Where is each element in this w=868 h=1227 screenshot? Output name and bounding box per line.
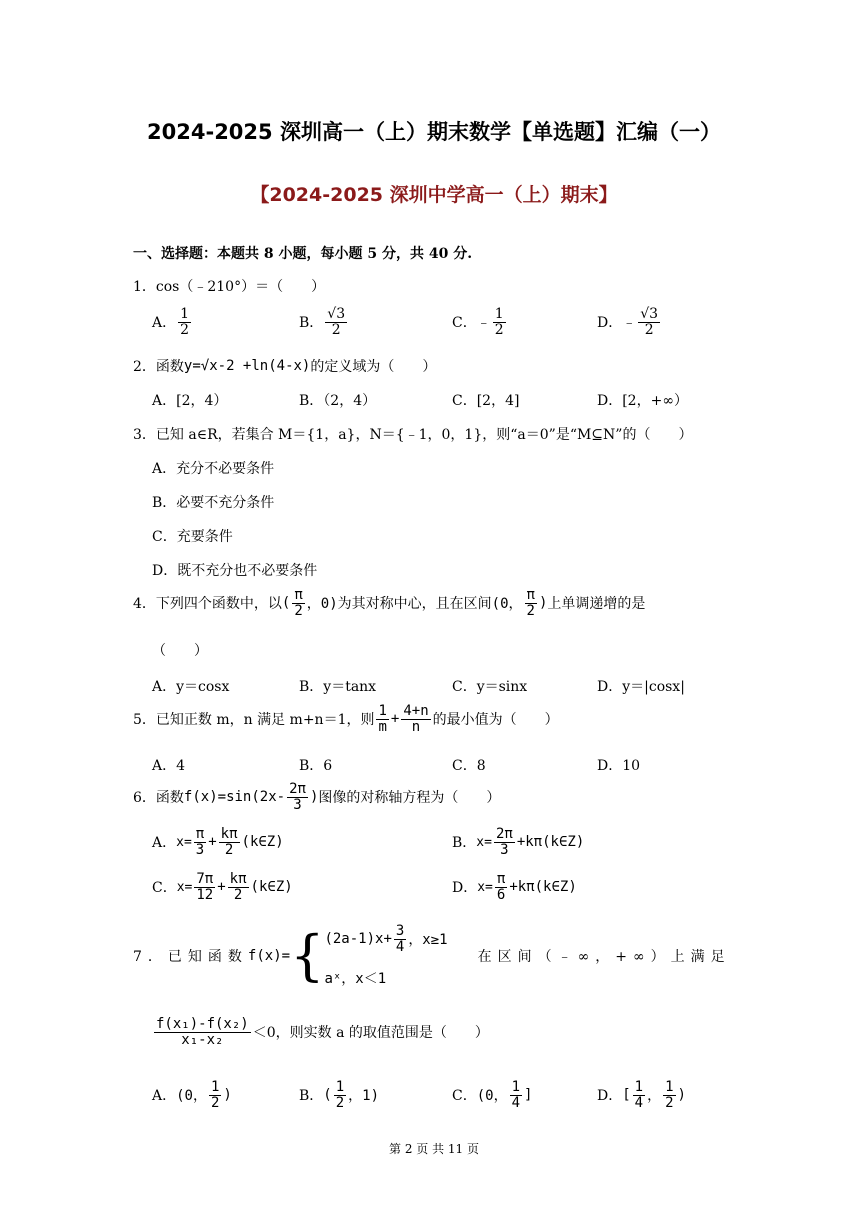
question-4-option-b: B．y＝tanx: [299, 679, 377, 695]
fraction: [510, 1080, 522, 1110]
piecewise-cases: [324, 924, 447, 988]
option-label: D．: [597, 1088, 623, 1105]
fraction: [194, 872, 215, 902]
stem-text: 7．已知函数: [133, 949, 248, 966]
question-6-option-b: [452, 827, 584, 857]
case-1: [324, 924, 447, 954]
question-1-option-c: [452, 307, 508, 337]
fraction: [376, 704, 388, 734]
numerator: 1: [494, 306, 504, 322]
denominator: 3: [500, 841, 509, 858]
fraction: [525, 588, 537, 618]
fraction: [638, 307, 660, 337]
option-label: C．﹣: [452, 315, 491, 332]
question-2-option-d: D．[2，+∞）: [597, 393, 688, 409]
question-2-stem: [133, 356, 436, 376]
stem-text: 在区间（﹣∞，+∞）上满足: [477, 949, 731, 966]
paren: (0，: [176, 1088, 207, 1105]
question-4-option-c: C．y＝sinx: [452, 679, 528, 695]
fraction: [325, 307, 347, 337]
numerator: 1: [511, 1079, 521, 1095]
plus-sign: +: [217, 879, 226, 896]
question-2-option-a: A．[2，4）: [152, 393, 228, 409]
denominator: m: [378, 718, 387, 735]
question-6-option-d: [452, 872, 577, 902]
question-3-stem: 3．已知 a∈R，若集合 M＝{1，a}，N＝{﹣1，0，1}，则“a＝0”是“M⊆N”的（ ）: [133, 427, 693, 443]
question-1-option-d: [597, 307, 662, 337]
question-2-option-b: B．（2，4）: [299, 393, 377, 409]
stem-text: 的定义域为（ ）: [310, 359, 437, 375]
fraction: [219, 827, 240, 857]
option-label: C．: [152, 880, 177, 897]
paren: (0，: [476, 1088, 508, 1105]
question-5-stem: [133, 704, 559, 734]
fraction: [394, 924, 406, 954]
denominator: 2: [331, 321, 341, 338]
denominator: 3: [195, 841, 205, 858]
denominator: 2: [210, 1094, 220, 1111]
denominator: n: [411, 718, 421, 735]
question-1-stem: 1．cos（﹣210°）＝（ ）: [133, 279, 326, 295]
denominator: 6: [496, 886, 506, 903]
question-4-paren: （ ）: [152, 643, 208, 659]
denominator: 2: [335, 1094, 345, 1111]
numerator: 1: [180, 306, 190, 322]
option-label: A．: [152, 315, 177, 332]
question-3-option-a: A．充分不必要条件: [152, 461, 275, 477]
question-7-condition: [152, 1017, 489, 1047]
denominator: x₁-x₂: [181, 1031, 224, 1048]
brace-icon: {: [290, 924, 325, 988]
question-6-option-a: [152, 827, 284, 857]
stem-text: 5．已知正数 m，n 满足 m+n＝1，则: [133, 712, 375, 729]
paren: ): [677, 1087, 686, 1104]
option-label: D．﹣: [597, 315, 637, 332]
denominator: 12: [196, 886, 214, 903]
question-6-stem: [133, 782, 500, 812]
formula: +kπ(k∈Z): [509, 879, 577, 896]
fraction: [493, 307, 506, 337]
question-7-option-c: [452, 1080, 532, 1110]
question-1-option-b: [299, 307, 349, 337]
paren: ，0): [306, 596, 338, 613]
fraction: [494, 827, 515, 857]
denominator: 2: [644, 321, 654, 338]
question-2-option-c: C．[2，4]: [452, 393, 520, 409]
option-label: A．: [152, 1088, 177, 1105]
fraction: [334, 1080, 346, 1110]
formula: x=: [476, 834, 492, 850]
paren: ]: [524, 1087, 533, 1104]
option-label: B．: [299, 1088, 324, 1105]
denominator: 2: [180, 321, 190, 338]
question-7-option-b: [299, 1080, 379, 1110]
formula: x=: [176, 879, 193, 895]
stem-text: 图像的对称轴方程为（ ）: [318, 790, 501, 807]
paren: ): [309, 789, 319, 806]
stem-text: 的最小值为（ ）: [432, 712, 559, 729]
denominator: 2: [233, 886, 243, 903]
case-2: aˣ，x＜1: [324, 971, 387, 988]
separator: ，: [647, 1088, 662, 1105]
question-3-option-b: B．必要不充分条件: [152, 495, 275, 511]
numerator: 1: [378, 703, 387, 719]
fraction: [194, 827, 206, 857]
option-label: A．: [152, 835, 177, 852]
stem-text: 6．函数: [133, 790, 184, 807]
question-5-option-b: B．6: [299, 758, 333, 774]
fraction: [401, 704, 430, 734]
fraction: [154, 1017, 251, 1047]
section-heading: 一、选择题：本题共 8 小题，每小题 5 分，共 40 分.: [133, 246, 473, 262]
numerator: 1: [665, 1079, 674, 1095]
plus-sign: +: [390, 711, 400, 728]
option-label: B．: [452, 835, 477, 852]
stem-text: ＜0，则实数 a 的取值范围是（ ）: [252, 1025, 489, 1042]
question-7-option-a: [152, 1080, 232, 1110]
numerator: √3: [327, 306, 346, 322]
paren: ): [223, 1087, 232, 1104]
formula: (k∈Z): [250, 879, 293, 896]
paren: (: [281, 595, 291, 612]
denominator: 3: [293, 796, 302, 813]
denominator: 2: [294, 602, 303, 619]
stem-text: 为其对称中心，且在区间: [337, 596, 492, 613]
formula: f(x)=sin(2x-: [183, 789, 286, 806]
page-footer: 第 2 页 共 11 页: [389, 1142, 479, 1156]
formula: ，x≥1: [408, 932, 448, 949]
numerator: π: [195, 826, 205, 842]
denominator: 2: [494, 321, 504, 338]
formula: x=: [477, 879, 493, 895]
numerator: π: [526, 587, 535, 603]
fraction: [287, 782, 308, 812]
paren: (: [323, 1087, 332, 1104]
fraction: [633, 1080, 645, 1110]
fraction: [663, 1080, 675, 1110]
question-1-option-a: [152, 307, 193, 337]
denominator: 2: [526, 602, 535, 619]
option-label: B．: [299, 315, 324, 332]
option-label: D．: [452, 880, 478, 897]
question-6-option-c: [152, 872, 293, 902]
stem-text: 2．函数: [133, 359, 184, 375]
stem-text: 4．下列四个函数中，以: [133, 596, 282, 613]
question-4-option-a: A．y＝cosx: [152, 679, 230, 695]
paren: ): [538, 595, 548, 612]
paren: [: [622, 1087, 631, 1104]
numerator: 3: [395, 923, 405, 939]
fraction: [209, 1080, 221, 1110]
numerator: 1: [634, 1079, 644, 1095]
question-5-option-c: C．8: [452, 758, 486, 774]
question-5-option-d: D．10: [597, 758, 641, 774]
numerator: 1: [210, 1079, 220, 1095]
question-7-stem: [133, 924, 731, 988]
numerator: kπ: [220, 826, 238, 842]
option-label: C．: [452, 1088, 477, 1105]
numerator: 7π: [196, 871, 214, 887]
question-4-option-d: D．y＝|cosx|: [597, 679, 685, 695]
numerator: 4+n: [403, 703, 429, 719]
formula: +kπ(k∈Z): [516, 834, 585, 851]
question-3-option-c: C．充要条件: [152, 529, 233, 545]
fraction: [495, 872, 507, 902]
numerator: π: [496, 871, 506, 887]
denominator: 2: [665, 1094, 674, 1111]
numerator: 2π: [289, 781, 306, 797]
plus-sign: +: [208, 834, 217, 851]
question-7-option-d: [597, 1080, 686, 1110]
numerator: √3: [640, 306, 659, 322]
numerator: f(x₁)-f(x₂): [156, 1016, 249, 1032]
denominator: 2: [224, 841, 234, 858]
fraction: [178, 307, 191, 337]
formula: (k∈Z): [241, 834, 284, 851]
denominator: 4: [634, 1094, 644, 1111]
denominator: 4: [511, 1094, 521, 1111]
paren: ，1): [348, 1088, 380, 1105]
formula: f(x)=: [247, 948, 291, 965]
numerator: 1: [335, 1079, 345, 1095]
paren: (0，: [491, 596, 523, 613]
fraction: [292, 588, 304, 618]
stem-text: 上单调递增的是: [547, 596, 646, 613]
numerator: π: [294, 587, 303, 603]
page-title: 2024-2025 深圳高一（上）期末数学【单选题】汇编（一）: [147, 120, 721, 144]
question-3-option-d: D．既不充分也不必要条件: [152, 563, 318, 579]
numerator: kπ: [229, 871, 247, 887]
fraction: [228, 872, 249, 902]
formula: x=: [176, 834, 192, 850]
question-5-option-a: A．4: [152, 758, 186, 774]
denominator: 4: [395, 938, 405, 955]
numerator: 2π: [495, 826, 513, 842]
question-4-stem: [133, 588, 645, 618]
formula: (2a-1)x+: [324, 931, 392, 948]
formula: y=√x-2 +ln(4-x): [183, 358, 311, 374]
section-subtitle: 【2024-2025 深圳中学高一（上）期末】: [250, 184, 618, 206]
